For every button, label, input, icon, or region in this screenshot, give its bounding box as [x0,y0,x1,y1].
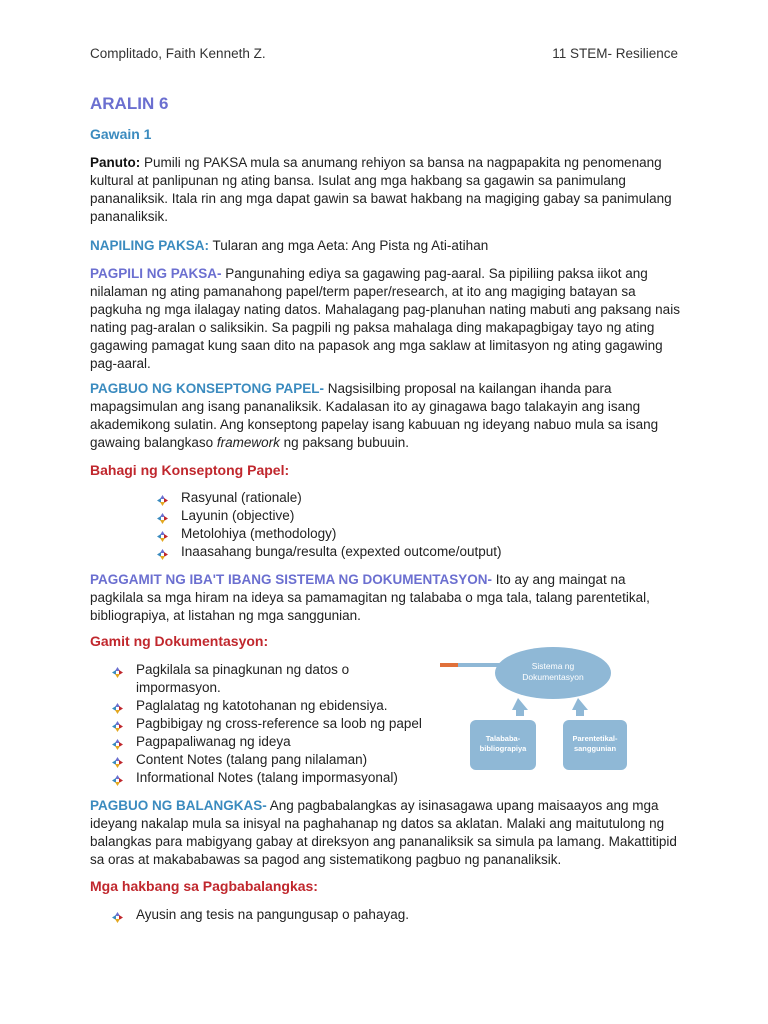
topic-selection-label: PAGPILI NG PAKSA- [90,266,222,281]
diagram-center-line1: Sistema ng [531,661,575,671]
documentation-diagram [438,640,638,780]
bullet-icon [112,701,123,712]
concept-paper-parts-heading: Bahagi ng Konseptong Papel: [90,462,290,478]
list-item: Pagkilala sa pinagkunan ng datos o impormasyon. [112,661,432,697]
list-item: Informational Notes (talang impormasyonal) [112,769,432,787]
author-name: Complitado, Faith Kenneth Z. [90,46,266,61]
bullet-icon [157,511,168,522]
bullet-icon [112,719,123,730]
outline-steps-heading: Mga hakbang sa Pagbabalangkas: [90,878,318,894]
documentation-uses-list [112,661,432,787]
list-item: Ayusin ang tesis na pangungusap o pahayag. [112,906,612,924]
diagram-accent-bar [440,663,458,667]
chosen-topic-label: NAPILING PAKSA: [90,238,210,253]
diagram-left-line1: Talababa- [485,734,521,743]
list-item: Inaasahang bunga/resulta (expexted outcome/output) [157,543,657,561]
chosen-topic-text: Tularan ang mga Aeta: Ang Pista ng Ati-atihan [209,238,489,253]
outline-label: PAGBUO NG BALANGKAS- [90,798,267,813]
outline-paragraph [90,797,680,869]
instructions-label: Panuto: [90,155,141,170]
list-item: Paglalatag ng katotohanan ng ebidensiya. [112,697,432,715]
concept-paper-text: Nagsisilbing proposal na kailangan ihanda para mapagsimulan ang isang pananaliksik. Kadalasan ito ay ginagawa bago talakayin ang isang akademikong sulatin. Ang konseptong papelay isang kabuuan ng ideyang nabuo mula sa isang gawaing balangkaso [90,381,659,450]
documentation-label: PAGGAMIT NG IBA'T IBANG SISTEMA NG DOKUMENTASYON- [90,572,492,587]
list-item: Pagpapaliwanag ng ideya [112,733,432,751]
class-section: 11 STEM- Resilience [552,46,678,61]
concept-paper-label: PAGBUO NG KONSEPTONG PAPEL- [90,381,325,396]
list-item: Rasyunal (rationale) [157,489,657,507]
bullet-icon [157,493,168,504]
concept-paper-text-end: ng paksang bubuuin. [279,435,409,450]
list-item: Content Notes (talang pang nilalaman) [112,751,432,769]
activity-title: Gawain 1 [90,126,152,142]
diagram-left-line2: bibliograpiya [479,744,527,753]
concept-paper-paragraph [90,380,680,452]
bullet-icon [157,547,168,558]
diagram-right-line1: Parentetikal- [572,734,618,743]
bullet-icon [112,910,123,921]
bullet-icon [112,773,123,784]
chosen-topic-paragraph [90,237,680,255]
outline-text: Ang pagbabalangkas ay isinasagawa upang maisaayos ang mga ideyang nakalap mula sa inisyal na paghahanap ng datos sa aklatan. Malaki ang maitutulong ng balangkas para mabigyang gabay at direksyon ang pananaliksik sa simula pa lamang. Makattitipid sa oras at makababawas sa pagod ang sistematikong pagbuo ng pananaliksik. [90,798,677,867]
diagram-right-line2: sanggunian [573,744,617,753]
list-item: Metolohiya (methodology) [157,525,657,543]
instructions-paragraph [90,154,680,226]
instructions-text: Pumili ng PAKSA mula sa anumang rehiyon sa bansa na nagpapakita ng penomenang kultural at panlipunan ng ating bansa. Isulat ang mga hakbang sa gagawin sa panimulang pananaliksik. Itala rin ang mga dapat gawin sa bawat hakbang na magiging gabay sa panimulang pananaliksik. [90,155,672,224]
concept-paper-parts-list [157,489,657,561]
documentation-paragraph [90,571,680,625]
outline-steps-list [112,906,612,924]
list-item: Layunin (objective) [157,507,657,525]
lesson-title: ARALIN 6 [90,94,169,113]
bullet-icon [112,755,123,766]
documentation-uses-heading: Gamit ng Dokumentasyon: [90,633,269,649]
diagram-arrow-left-icon [512,698,528,716]
documentation-text: Ito ay ang maingat na pagkilala sa mga hiram na ideya sa pamamagitan ng talababa o mga tala, talang parentetikal, bibliograpiya, at listahan ng mga sanggunian. [90,572,650,623]
list-item: Pagbibigay ng cross-reference sa loob ng papel [112,715,432,733]
bullet-icon [112,737,123,748]
topic-selection-paragraph [90,265,680,373]
diagram-arrow-right-icon [572,698,588,716]
concept-paper-italic: framework [216,435,280,450]
bullet-icon [112,665,123,676]
diagram-center-line2: Dokumentasyon [522,672,584,682]
topic-selection-text: Pangunahing ediya sa gagawing pag-aaral. Sa pipiliing paksa iikot ang nilalaman ng ating pamanahong papel/term paper/research, at ito ang magiging batayan sa pagkuha ng mga ilalagay nating datos. Mahalagang pag-planuhan nating mabuti ang paksang nais nating pag-aralan o saliksikin. Sa pagpili ng paksa mahalaga ding makapagbigay tayo ng ating gagawing pamagat kung saan dito na papasok ang mga saklaw at limitasyon ng ating gagawing pag-aaral. [90,266,680,371]
bullet-icon [157,529,168,540]
